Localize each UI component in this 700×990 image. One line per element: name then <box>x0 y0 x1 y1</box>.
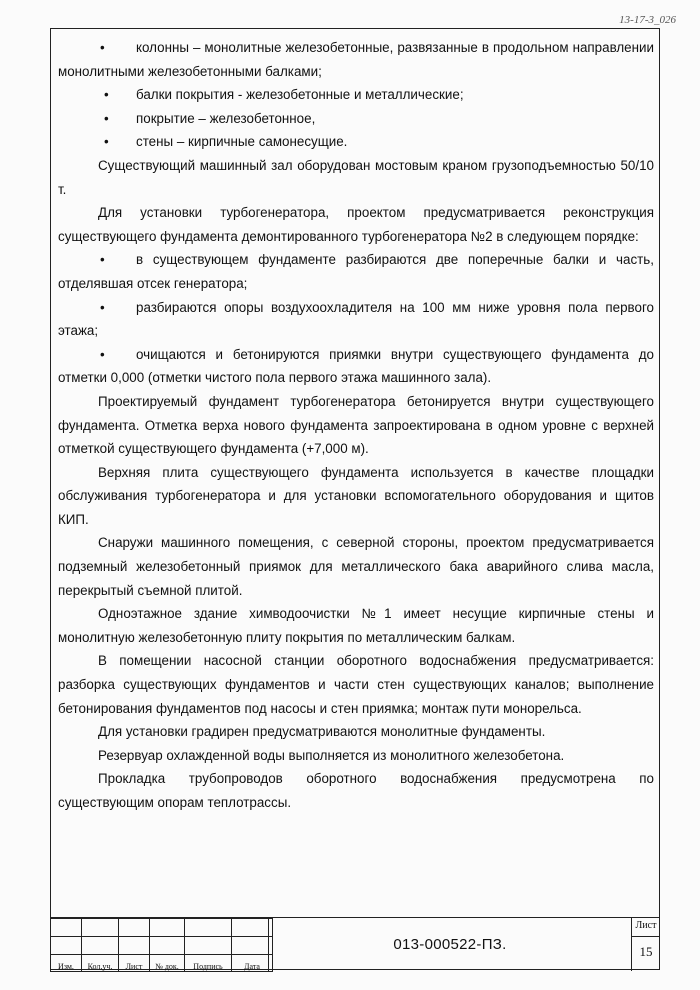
col-header-signature: Подпись <box>185 955 232 972</box>
bullet-icon: • <box>100 252 105 268</box>
paragraph: Для установки турбогенератора, проектом предусматривается реконструкция существующего фундамента демонтированного турбогенератора №2 в следующем порядке: <box>58 205 654 244</box>
list-item: • разбираются опоры воздухоохладителя на 100 мм ниже уровня пола первого этажа; <box>58 296 654 343</box>
bullet-icon: • <box>100 346 105 362</box>
revision-table <box>50 918 273 972</box>
list-item: • очищаются и бетонируются приямки внутри существующего фундамента до отметки 0,000 (отметки чистого пола первого этажа машинного зала). <box>58 343 654 390</box>
paragraph: Для установки градирен предусматриваются монолитные фундаменты. <box>98 724 546 740</box>
col-header-list: Лист <box>119 955 150 972</box>
paragraph: Снаружи машинного помещения, с северной стороны, проектом предусматривается подземный железобетонный приямок для металлического бака аварийного слива масла, перекрытый съемной плитой. <box>58 535 654 598</box>
paragraph: Проектируемый фундамент турбогенератора бетонируется внутри существующего фундамента. Отметка верха нового фундамента запроектирована в одном уровне с верхней отметкой существующего фундамента (+7,000 м). <box>58 393 654 457</box>
list-item: • в существующем фундаменте разбираются две поперечные балки и часть, отделявшая отсек генератора; <box>58 248 654 295</box>
sheet-number: 15 <box>639 944 653 959</box>
list-item: • стены – кирпичные самонесущие. <box>58 130 654 154</box>
paragraph: В помещении насосной станции оборотного водоснабжения предусматривается: разборка существующих фундаментов и части стен существующих каналов; выполнение бетонирования фундаментов под насосы и стен приямка; монтаж пути монорельса. <box>58 653 654 716</box>
col-header-kol-uch: Кол.уч. <box>82 955 119 972</box>
col-header-doc-number: № док. <box>150 955 185 972</box>
bullet-icon: • <box>100 40 105 55</box>
title-block <box>50 917 660 971</box>
bullet-icon: • <box>104 134 109 150</box>
divider <box>632 936 660 937</box>
bullet-icon: • <box>100 299 105 315</box>
paragraph: Одноэтажное здание химводоочистки №1 имеет несущие кирпичные стены и монолитную железобетонную плиту покрытия по металлическим балкам. <box>58 606 654 645</box>
list-item: • балки покрытия - железобетонные и металлические; <box>58 83 654 107</box>
sheet-label: Лист <box>635 920 657 931</box>
col-header-date: Дата <box>232 955 273 972</box>
bullet-icon: • <box>104 87 109 103</box>
document-code: 13-17-3_026 <box>619 14 676 26</box>
paragraph: Верхняя плита существующего фундамента используется в качестве площадки обслуживания турбогенератора и для установки вспомогательного оборудования и щитов КИП. <box>58 464 654 527</box>
col-header-izm: Изм. <box>51 955 82 972</box>
document-designation: 013-000522-ПЗ. <box>268 918 632 971</box>
list-item: • колонны – монолитные железобетонные, развязанные в продольном направлении монолитными железобетонными балками; <box>58 36 654 83</box>
sheet-box <box>632 918 660 971</box>
paragraph: Прокладка трубопроводов оборотного водоснабжения предусмотрена по существующим опорам теплотрассы. <box>58 771 654 810</box>
paragraph: Резервуар охлажденной воды выполняется из монолитного железобетона. <box>98 747 565 763</box>
bullet-icon: • <box>104 110 109 126</box>
list-item: • покрытие – железобетонное, <box>58 107 654 131</box>
document-body <box>58 36 654 815</box>
paragraph: Существующий машинный зал оборудован мостовым краном грузоподъемностью 50/10 т. <box>58 157 654 197</box>
